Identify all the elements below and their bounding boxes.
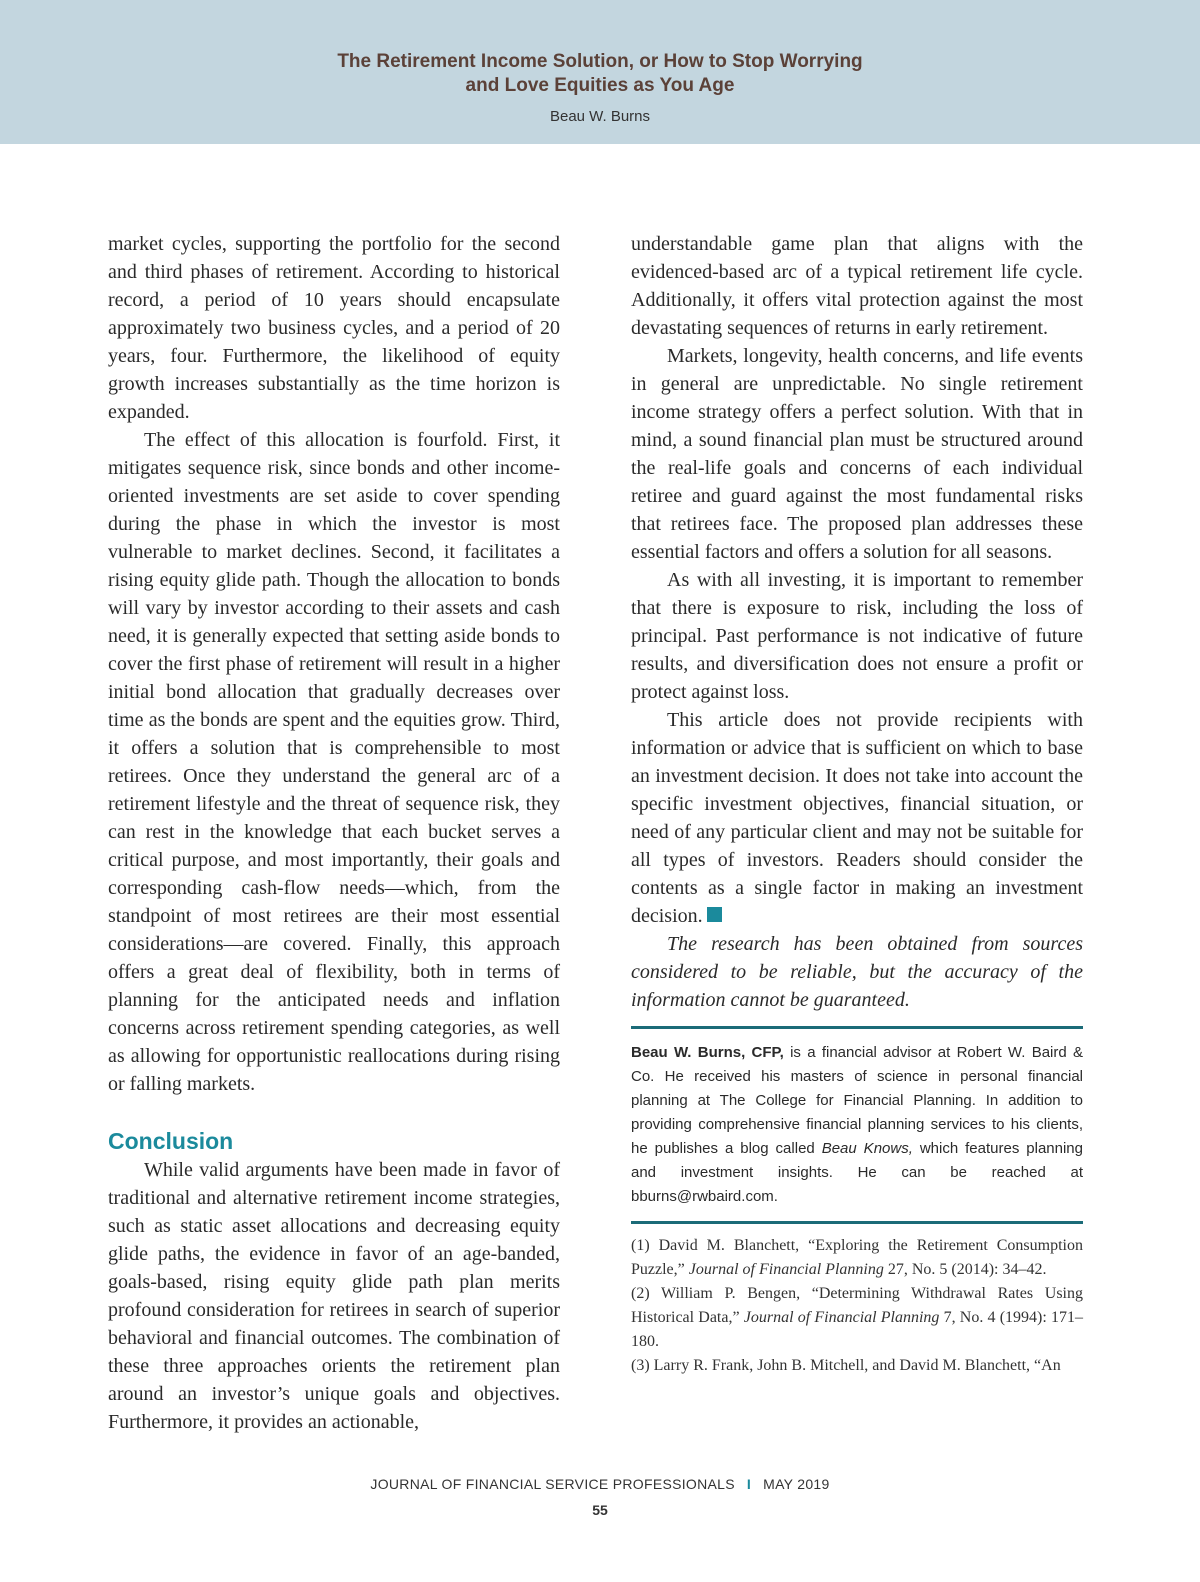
reference-details: 27, No. 5 (2014): 34–42. [883, 1261, 1047, 1278]
reference-item [631, 1234, 1083, 1282]
section-heading: Conclusion [108, 1128, 234, 1154]
reference-journal: Journal of Financial Planning [688, 1261, 884, 1278]
header-author: Beau W. Burns [549, 108, 651, 125]
bio-blog-name: Beau Knows, [821, 1140, 913, 1157]
article-title-line-2: and Love Equities as You Age [465, 75, 735, 96]
footer-date: MAY 2019 [763, 1476, 830, 1492]
article-title [0, 50, 1200, 98]
left-column [108, 230, 560, 1436]
bio-text: is a financial advisor at Robert W. Baird & Co. He received his masters of science in personal financial planning at The College for Financial Planning. In addition to providing comprehensive financial planning services to his clients, he publishes a blog called [631, 1044, 1084, 1157]
paragraph-final [631, 706, 1083, 930]
right-column [631, 230, 1083, 1378]
divider [631, 1221, 1083, 1224]
reference-text: (2) William P. Bengen, “Determining Withdrawal Rates Using Historical Data,” [631, 1285, 1083, 1326]
paragraph: As with all investing, it is important to remember that there is exposure to risk, including the loss of principal. Past performance is not indicative of future results, and diversification does not ensure a profit or protect against loss. [631, 569, 1083, 703]
footer-journal: JOURNAL OF FINANCIAL SERVICE PROFESSIONALS [370, 1476, 735, 1492]
references [631, 1234, 1083, 1378]
reference-item [631, 1354, 1083, 1378]
reference-item [631, 1282, 1083, 1354]
reference-details: 7, No. 4 (1994): 171–180. [631, 1309, 1084, 1350]
running-header [0, 0, 1200, 144]
page-number: 55 [592, 1502, 608, 1518]
right-body [631, 230, 1083, 1014]
paragraph: market cycles, supporting the portfolio for the second and third phases of retirement. According to historical record, a period of 10 years should encapsulate approximately two business cycles, and a period of 20 years, four. Furthermore, the likelihood of equity growth increases substantially as the time horizon is expanded. [108, 233, 560, 423]
page-footer [0, 1474, 1200, 1494]
paragraph: understandable game plan that aligns with the evidenced-based arc of a typical retirement life cycle. Additionally, it offers vital protection against the most devastating sequences of returns in early retirement. [631, 233, 1083, 339]
bio-text-end: which features planning and investment insights. He can be reached at bburns@rwbaird.com. [631, 1140, 1083, 1205]
paragraph: While valid arguments have been made in favor of traditional and alternative retirement income strategies, such as static asset allocations and decreasing equity glide paths, the evidence in favor of an age-banded, goals-based, rising equity glide path plan merits profound consideration for retirees in search of superior behavioral and financial outcomes. The combination of these three approaches orients the retirement plan around an investor’s unique goals and objectives. Furthermore, it provides an actionable, [108, 1159, 560, 1433]
author-bio [631, 1041, 1083, 1209]
divider [631, 1026, 1083, 1029]
reference-text: (3) Larry R. Frank, John B. Mitchell, and David M. Blanchett, “An [631, 1357, 1061, 1374]
reference-text: (1) David M. Blanchett, “Exploring the Retirement Consumption Puzzle,” [631, 1237, 1083, 1278]
bio-author-name: Beau W. Burns, CFP, [631, 1044, 784, 1061]
end-of-article-mark [707, 907, 722, 922]
footer-separator: I [746, 1476, 752, 1492]
article-title-line-1: The Retirement Income Solution, or How to Stop Worrying [337, 51, 863, 72]
paragraph-final-text: This article does not provide recipients with information or advice that is sufficient on which to base an investment decision. It does not take into account the specific investment objectives, financial situation, or need of any particular client and may not be suitable for all types of investors. Readers should consider the contents as a single factor in making an investment decision. [631, 709, 1083, 927]
paragraph: The effect of this allocation is fourfold. First, it mitigates sequence risk, since bonds and other income-oriented investments are set aside to cover spending during the phase in which the investor is most vulnerable to market declines. Second, it facilitates a rising equity glide path. Though the allocation to bonds will vary by investor according to their assets and cash need, it is generally expected that setting aside bonds to cover the first phase of retirement will result in a higher initial bond allocation that gradually decreases over time as the bonds are spent and the equities grow. Third, it offers a solution that is comprehensible to most retirees. Once they understand the general arc of a retirement lifestyle and the threat of sequence risk, they can rest in the knowledge that each bucket serves a critical purpose, and most importantly, their goals and corresponding cash-flow needs—which, from the standpoint of most retirees are their most essential considerations—are covered. Finally, this approach offers a great deal of flexibility, both in terms of planning for the anticipated needs and inflation concerns across retirement spending categories, as well as allowing for opportunistic reallocations during rising or falling markets. [108, 429, 560, 1095]
reference-journal: Journal of Financial Planning [743, 1309, 940, 1326]
paragraph: Markets, longevity, health concerns, and life events in general are unpredictable. No single retirement income strategy offers a perfect solution. With that in mind, a sound financial plan must be structured around the real-life goals and concerns of each individual retiree and guard against the most fundamental risks that retirees face. The proposed plan addresses these essential factors and offers a solution for all seasons. [631, 345, 1083, 563]
disclaimer: The research has been obtained from sources considered to be reliable, but the accuracy of the information cannot be guaranteed. [631, 933, 1083, 1011]
